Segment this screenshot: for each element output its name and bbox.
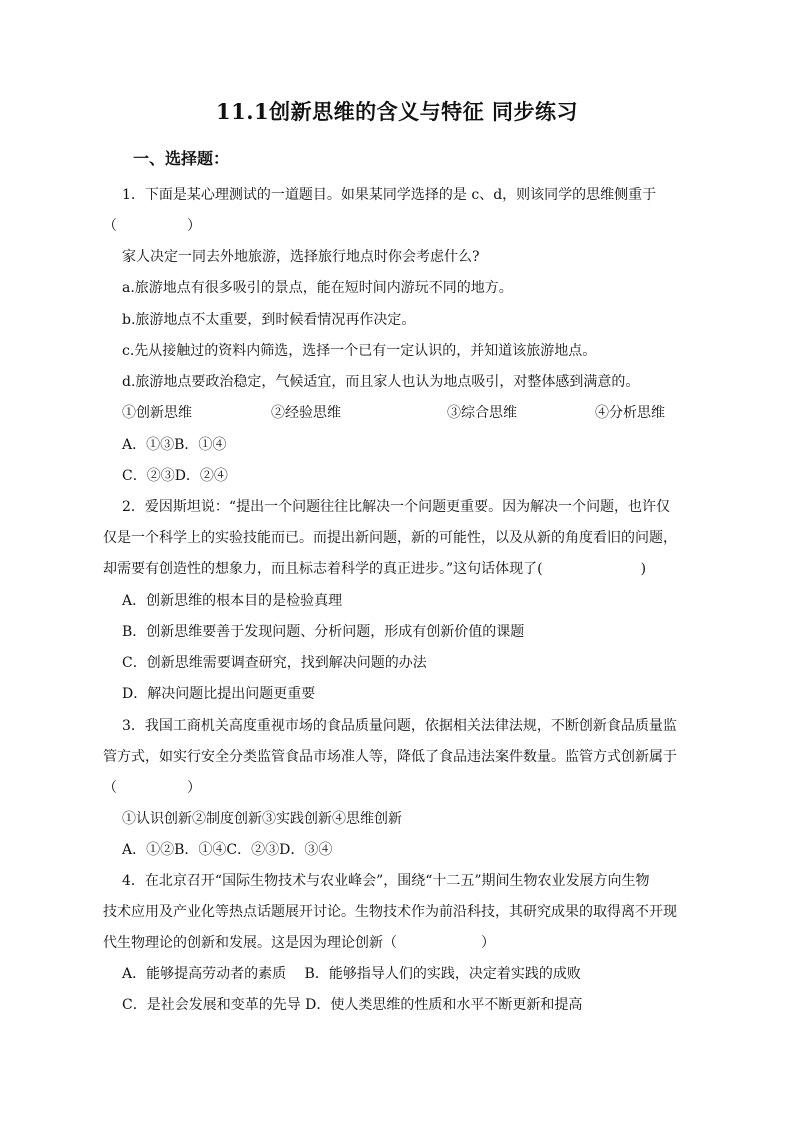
q1-stem-line2: （ ） [103,218,201,234]
q3-stem-line1: 3．我国工商机关高度重视市场的食品质量问题，依据相关法律法规，不断创新食品质量监 [122,718,677,734]
q4-stem-line2: 技术应用及产业化等热点话题展开讨论。生物技术作为前沿科技，其研究成果的取得离不开现 [103,904,677,920]
q2-stem-line2: 仅是一个科学上的实验技能而已。而提出新问题，新的可能性，以及从新的角度看旧的问题， [103,530,677,546]
q1-choice-d: d.旅游地点要政治稳定，气候适宜，而且家人也认为地点吸引，对整体感到满意的。 [122,374,640,390]
q2-stem-line1: 2．爱因斯坦说：“提出一个问题往往比解决一个问题更重要。因为解决一个问题，也许仅 [122,499,671,515]
q3-stem-line2: 管方式，如实行安全分类监管食品市场准人等，降低了食品违法案件数量。监管方式创新属于 [103,749,677,765]
q1-item-2: ②经验思维 [271,405,341,421]
q1-item-4: ④分析思维 [595,405,665,421]
q1-choice-c: c.先从接触过的资料内筛选，选择一个已有一定认识的，并知道该旅游地点。 [122,343,597,359]
q2-option-b: B．创新思维要善于发现问题、分析问题，形成有创新价值的课题 [122,624,525,640]
q4-stem-line1: 4．在北京召开“国际生物技术与农业峰会”，围绕“十二五”期间生物农业发展方向生物 [122,873,650,889]
q3-stem-line3: （ ） [103,780,201,796]
q3-options: A．①②B．①④C．②③D．③④ [122,842,333,858]
q2-option-d: D．解决问题比提出问题更重要 [122,686,316,702]
q1-choice-b: b.旅游地点不太重要，到时候看情况再作决定。 [122,312,416,328]
q1-stem-line1: 1．下面是某心理测试的一道题目。如果某同学选择的是 c、d，则该同学的思维侧重于 [122,187,657,203]
q2-option-c: C．创新思维需要调查研究，找到解决问题的办法 [122,655,427,671]
q4-options-cd: C．是社会发展和变革的先导 D．使人类思维的性质和水平不断更新和提高 [122,997,583,1013]
q4-stem-line3: 代生物理论的创新和发展。这是因为理论创新（ ） [103,935,495,951]
q4-options-ab: A．能够提高劳动者的素质 B．能够指导人们的实践，决定着实践的成败 [122,966,581,982]
q2-stem-line3: 却需要有创造性的想象力，而且标志着科学的真正进步。”这句话体现了( ) [103,561,647,577]
q3-items: ①认识创新②制度创新③实践创新④思维创新 [122,811,402,827]
q1-options-cd: C．②③D．②④ [122,468,228,484]
section-heading: 一、选择题： [133,149,230,168]
page-title: 11.1创新思维的含义与特征 同步练习 [216,99,578,124]
q1-item-1: ①创新思维 [122,405,192,421]
q2-option-a: A．创新思维的根本目的是检验真理 [122,593,343,609]
q1-context: 家人决定一同去外地旅游，选择旅行地点时你会考虑什么? [122,249,480,265]
q1-options-ab: A．①③B．①④ [122,437,227,453]
q1-item-3: ③综合思维 [447,405,517,421]
q1-choice-a: a.旅游地点有很多吸引的景点，能在短时间内游玩不同的地方。 [122,280,513,296]
